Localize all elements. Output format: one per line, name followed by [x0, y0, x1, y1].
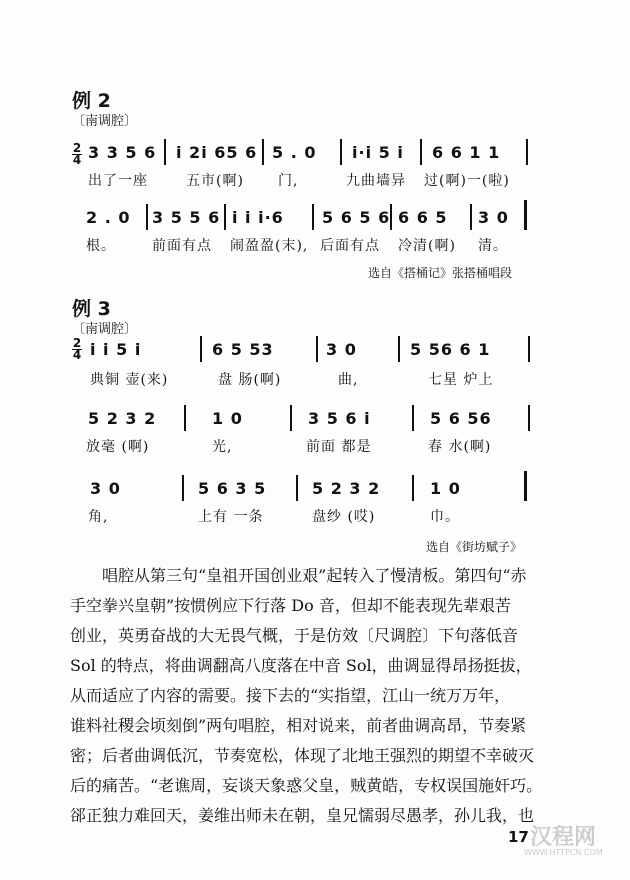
body-line: 郤正独力难回天，姜维出师未在朝，皇兄懦弱尽愚孝，孙儿我，也	[70, 806, 535, 825]
ex3-l2-m4-lyrics: 春 水(啊)	[428, 439, 492, 455]
body-line: 从而适应了内容的需要。接下去的“实指望，江山一统万万年，	[70, 686, 511, 705]
body-line: 手空拳兴皇朝”按惯例应下行落 Do 音，但却不能表现先辈艰苦	[70, 596, 511, 615]
barline	[390, 204, 392, 230]
ex2-l2-m5-notes: 6 6 5	[398, 208, 448, 227]
ex3-l3-m3-notes: 5 2 3 2	[312, 479, 381, 498]
ex2-l1-m2-lyrics: 五市(啊)	[186, 173, 244, 189]
barline	[470, 204, 472, 230]
barline	[184, 405, 186, 431]
ex3-l3-m3-lyrics: 盘纱 (哎)	[312, 509, 376, 525]
body-line: 谁料社稷会顷刻倒”两句唱腔，相对说来，前者曲调高昂，节奏紧	[70, 716, 527, 735]
ex3-l1-m1-lyrics: 典铜 壶(来)	[90, 372, 169, 388]
final-barline	[524, 471, 527, 501]
ex2-l1-m1-notes: 3 3 5 6	[88, 143, 157, 162]
ex2-l1-m4-notes: i·i 5 i	[352, 143, 404, 162]
ex2-l1-m2-notes: i 2i 65 6	[176, 143, 258, 162]
barline	[340, 139, 342, 165]
example-2-source: 选自《搭桶记》张搭桶唱段	[367, 266, 512, 280]
ex2-l2-m2-lyrics: 前面有点	[152, 238, 212, 254]
ex3-l3-m2-lyrics: 上有 一条	[198, 509, 264, 525]
barline	[312, 204, 314, 230]
barline	[316, 336, 318, 362]
ex2-l2-m5-lyrics: 冷清(啊)	[398, 238, 456, 254]
ex3-l2-m1-lyrics: 放毫 (啊)	[86, 439, 150, 455]
ex3-l2-m1-notes: 5 2 3 2	[88, 409, 157, 428]
body-line: 后的痛苦。“老谯周，妄谈天象惑父皇，贼黄皓，专权误国施奸巧。	[70, 776, 543, 795]
barline	[398, 336, 400, 362]
ex2-l2-m2-notes: 3 5 5 6	[152, 208, 221, 227]
watermark-url: WWW.HTTPCN.COM	[524, 848, 603, 857]
ex3-l1-m2-notes: 6 5 53	[212, 340, 274, 359]
ex2-l1-m4-lyrics: 九曲墙异	[346, 173, 406, 189]
barline	[146, 204, 148, 230]
ex3-l1-m2-lyrics: 盘 肠(啊)	[218, 372, 282, 388]
page-number: 17	[508, 828, 529, 846]
ex3-l3-m1-notes: 3 0	[90, 479, 121, 498]
body-line: 唱腔从第三句“皇祖开国创业艰”起转入了慢清板。第四句“赤	[102, 566, 527, 585]
ex3-l3-m4-notes: 1 0	[430, 479, 461, 498]
barline	[296, 475, 298, 501]
example-3-time-signature: 2 4	[72, 336, 82, 362]
barline	[290, 405, 292, 431]
barline	[412, 475, 414, 501]
final-barline	[524, 200, 527, 230]
watermark-logo: 汉程网	[530, 825, 597, 850]
barline	[528, 336, 530, 362]
example-2-time-signature: 2 4	[72, 141, 82, 167]
example-3-label: 例 3	[72, 298, 111, 320]
ex3-l3-m2-notes: 5 6 3 5	[198, 479, 267, 498]
example-3-source: 选自《街坊赋子》	[425, 540, 522, 554]
example-3-tune-name: 〔南调腔〕	[72, 322, 138, 337]
barline	[412, 405, 414, 431]
ex2-l1-m5-lyrics: 过(啊)一(啦)	[424, 173, 510, 189]
ex2-l1-m3-lyrics: 门,	[278, 173, 299, 189]
ex2-l2-m3-notes: i i i·6	[232, 208, 284, 227]
ex3-l1-m3-notes: 3 0	[326, 340, 357, 359]
barline	[200, 336, 202, 362]
body-paragraph	[70, 561, 550, 831]
ex3-l1-m4-lyrics: 七星 炉上	[428, 372, 494, 388]
example-2-tune-name: 〔南调腔〕	[72, 114, 138, 129]
ex2-l2-m4-notes: 5 6 5 6	[322, 208, 391, 227]
ex3-l1-m4-notes: 5 56 6 1	[410, 340, 491, 359]
body-line: 密；后者曲调低沉，节奏宽松，体现了北地王强烈的期望不幸破灭	[70, 746, 535, 765]
ex3-l1-m3-lyrics: 曲,	[338, 372, 359, 388]
barline	[182, 475, 184, 501]
ex2-l2-m1-lyrics: 根。	[86, 238, 116, 254]
body-line: Sol 的特点，将曲调翻高八度落在中音 Sol，曲调显得昂扬挺拔，	[70, 656, 532, 675]
ex2-l1-m1-lyrics: 出了一座	[88, 173, 148, 189]
barline	[262, 139, 264, 165]
barline	[526, 139, 528, 165]
ex2-l1-m5-notes: 6 6 1 1	[432, 143, 501, 162]
ex2-l2-m6-lyrics: 清。	[478, 238, 508, 254]
ex3-l3-m4-lyrics: 巾。	[430, 509, 460, 525]
ex2-l1-m3-notes: 5 . 0	[272, 143, 317, 162]
body-line: 创业，英勇奋战的大无畏气概，于是仿效〔尺调腔〕下句落低音	[70, 626, 519, 645]
ex3-l2-m3-notes: 3 5 6 i	[308, 409, 371, 428]
ex2-l2-m3-lyrics: 闹盈盈(末),	[230, 238, 309, 254]
example-2-label: 例 2	[72, 90, 111, 112]
barline	[528, 405, 530, 431]
ex3-l1-m1-notes: i i 5 i	[90, 340, 142, 359]
ex3-l2-m2-lyrics: 光,	[212, 439, 233, 455]
ex2-l2-m4-lyrics: 后面有点	[320, 238, 380, 254]
ex3-l2-m3-lyrics: 前面 都是	[306, 439, 372, 455]
barline	[164, 139, 166, 165]
ex3-l2-m2-notes: 1 0	[212, 409, 243, 428]
ex3-l2-m4-notes: 5 6 56	[430, 409, 492, 428]
barline	[224, 204, 226, 230]
barline	[420, 139, 422, 165]
ex2-l2-m1-notes: 2 . 0	[86, 208, 131, 227]
ex2-l2-m6-notes: 3 0	[478, 208, 509, 227]
ex3-l3-m1-lyrics: 角,	[88, 509, 109, 525]
